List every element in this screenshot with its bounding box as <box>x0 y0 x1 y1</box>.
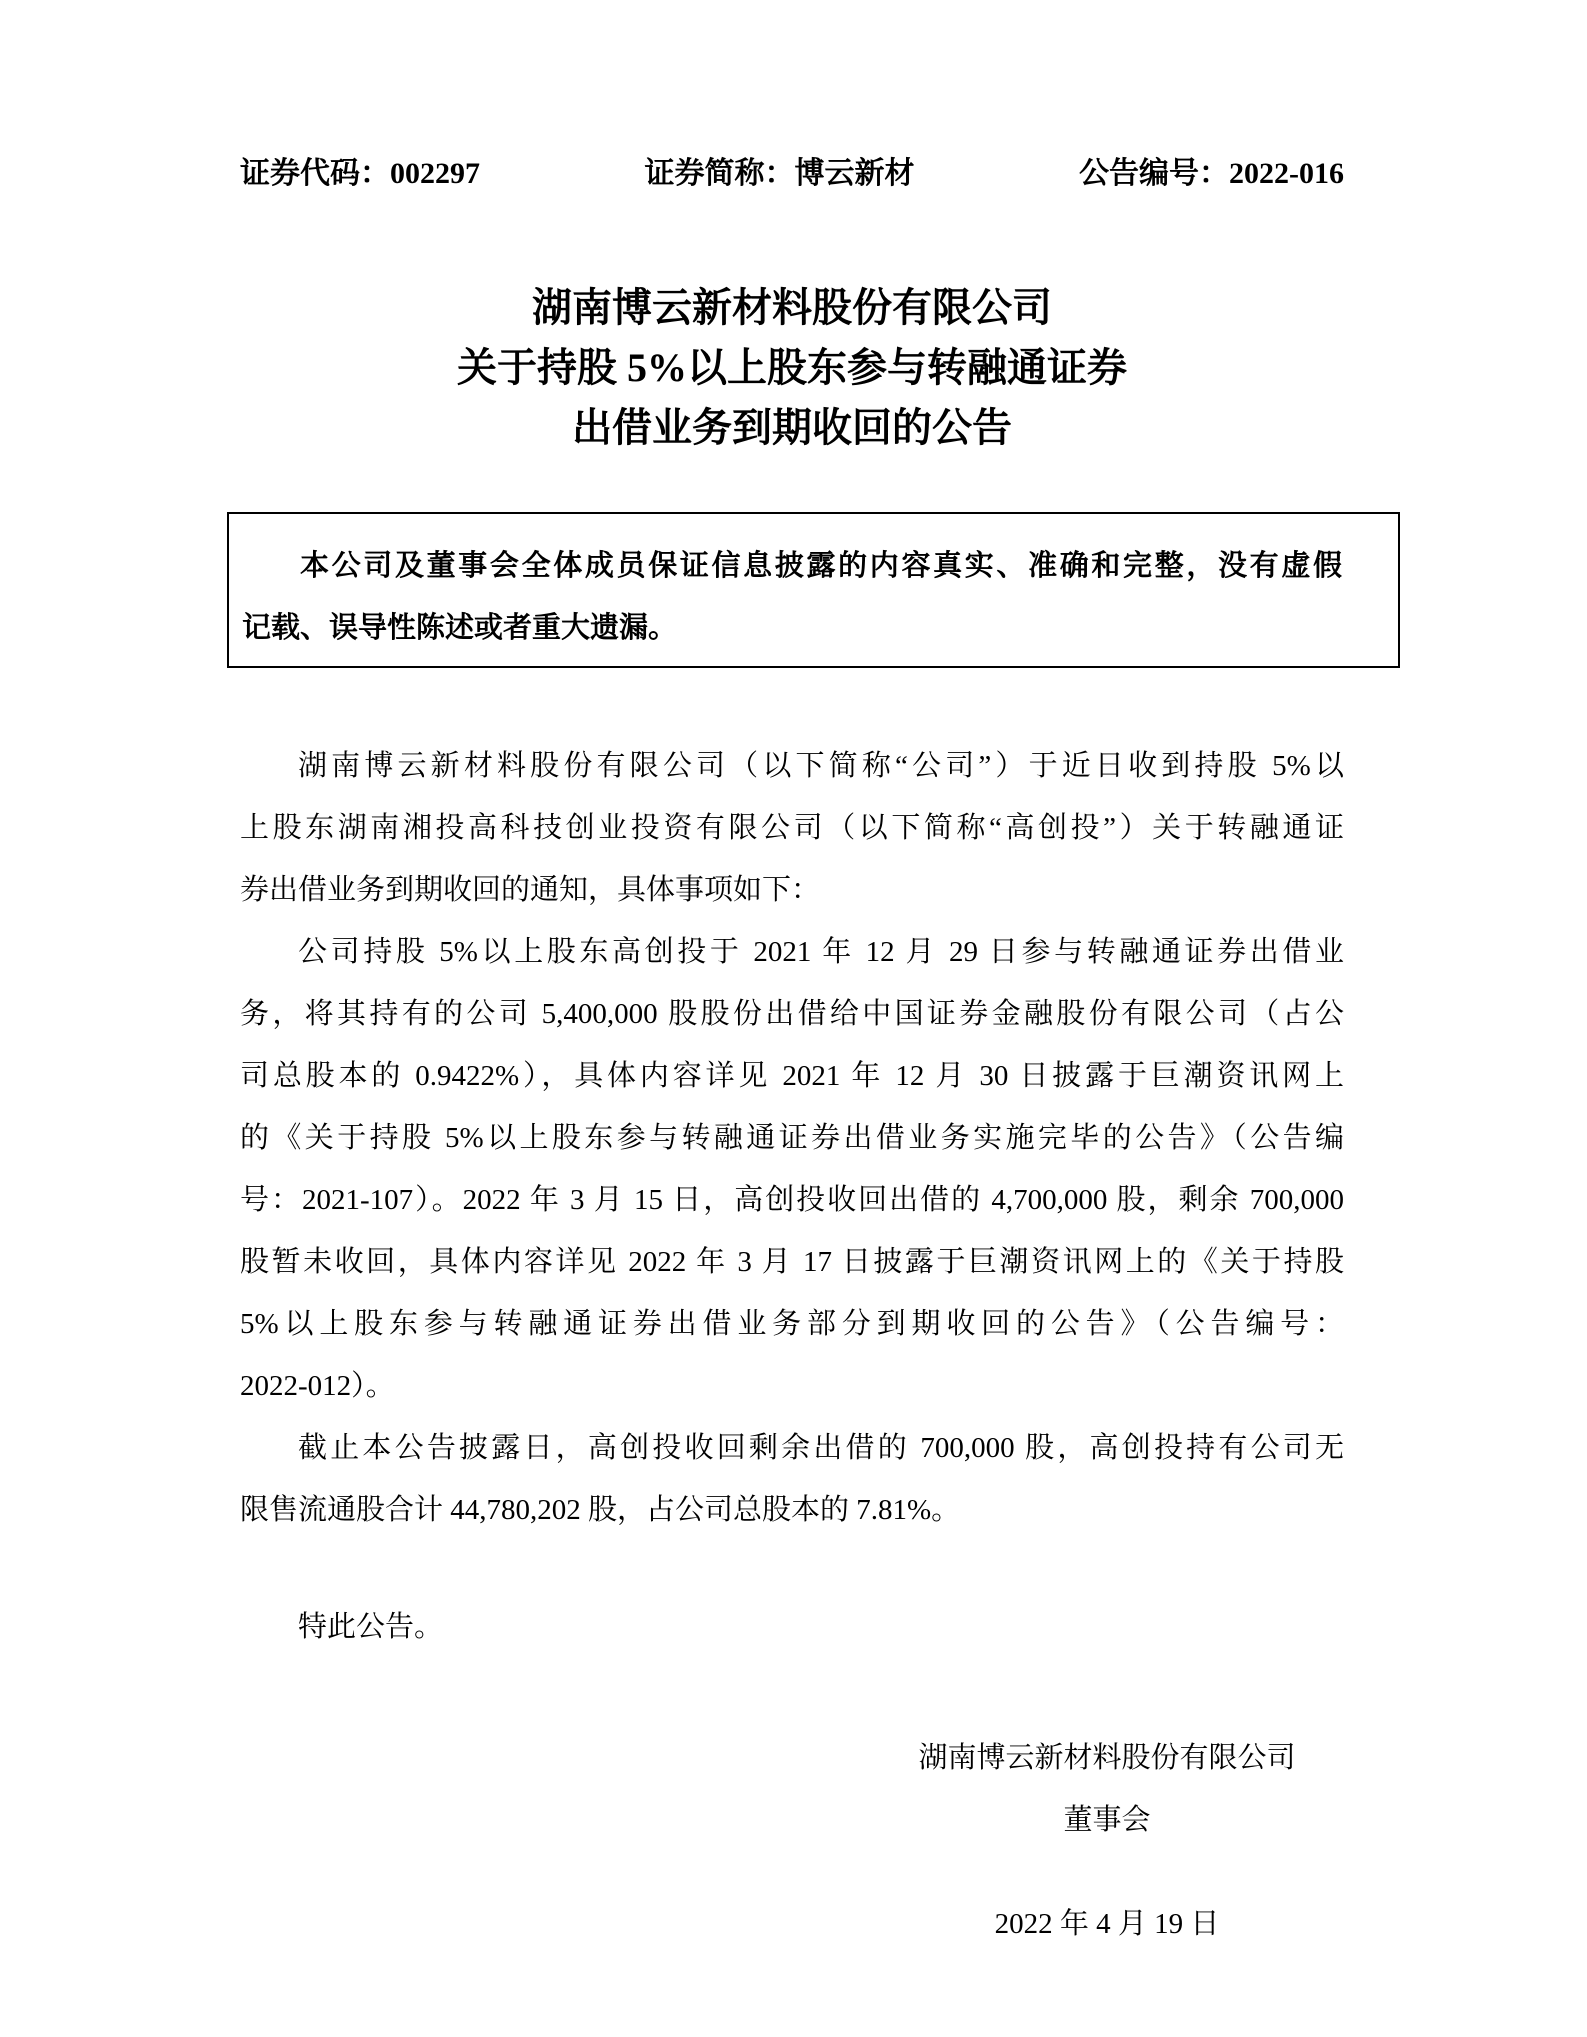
body-line: 号：2021-107）。2022 年 3 月 15 日，高创投收回出借的 4,700,000 股，剩余 700,000 <box>240 1184 1344 1216</box>
body-line: 公司持股 5%以上股东高创投于 2021 年 12 月 29 日参与转融通证券出借业 <box>298 936 1344 968</box>
body-line: 湖南博云新材料股份有限公司（以下简称“公司”）于近日收到持股 5%以 <box>298 750 1344 782</box>
body-line: 的《关于持股 5%以上股东参与转融通证券出借业务实施完毕的公告》（公告编 <box>240 1122 1344 1154</box>
stock-short-name: 证券简称：博云新材 <box>644 157 915 190</box>
statement-box <box>227 512 1400 668</box>
statement-line: 记载、误导性陈述或者重大遗漏。 <box>242 612 678 644</box>
announcement-number: 公告编号：2022-016 <box>1079 157 1344 190</box>
stock-code: 证券代码：002297 <box>240 157 480 190</box>
signature-company: 湖南博云新材料股份有限公司 <box>918 1742 1296 1774</box>
title-line-subject: 关于持股 5%以上股东参与转融通证券 <box>457 345 1127 390</box>
body-line: 司总股本的 0.9422%），具体内容详见 2021 年 12 月 30 日披露于巨潮资讯网上 <box>240 1060 1344 1092</box>
body-line: 务，将其持有的公司 5,400,000 股股份出借给中国证券金融股份有限公司（占公 <box>240 998 1344 1030</box>
body-line: 5%以上股东参与转融通证券出借业务部分到期收回的公告》（公告编号： <box>240 1308 1344 1340</box>
title-line-subject-2: 出借业务到期收回的公告 <box>572 405 1012 450</box>
body-line: 券出借业务到期收回的通知，具体事项如下： <box>240 874 821 906</box>
statement-line: 本公司及董事会全体成员保证信息披露的内容真实、准确和完整，没有虚假 <box>300 550 1342 582</box>
body-line: 截止本公告披露日，高创投收回剩余出借的 700,000 股，高创投持有公司无 <box>298 1432 1344 1464</box>
document-header <box>240 143 1344 205</box>
signature-date: 2022 年 4 月 19 日 <box>994 1908 1220 1940</box>
closing-line: 特此公告。 <box>298 1611 444 1643</box>
body-line: 股暂未收回，具体内容详见 2022 年 3 月 17 日披露于巨潮资讯网上的《关于持股 <box>240 1246 1344 1278</box>
signature-board: 董事会 <box>1063 1804 1151 1836</box>
document-title <box>240 278 1344 458</box>
body-line: 限售流通股合计 44,780,202 股，占公司总股本的 7.81%。 <box>240 1494 961 1526</box>
body-line: 2022-012）。 <box>240 1370 395 1402</box>
signature-block <box>870 1727 1344 1955</box>
body-line: 上股东湖南湘投高科技创业投资有限公司（以下简称“高创投”）关于转融通证 <box>240 812 1344 844</box>
title-line-company: 湖南博云新材料股份有限公司 <box>532 285 1052 330</box>
document-body <box>240 735 1344 1658</box>
